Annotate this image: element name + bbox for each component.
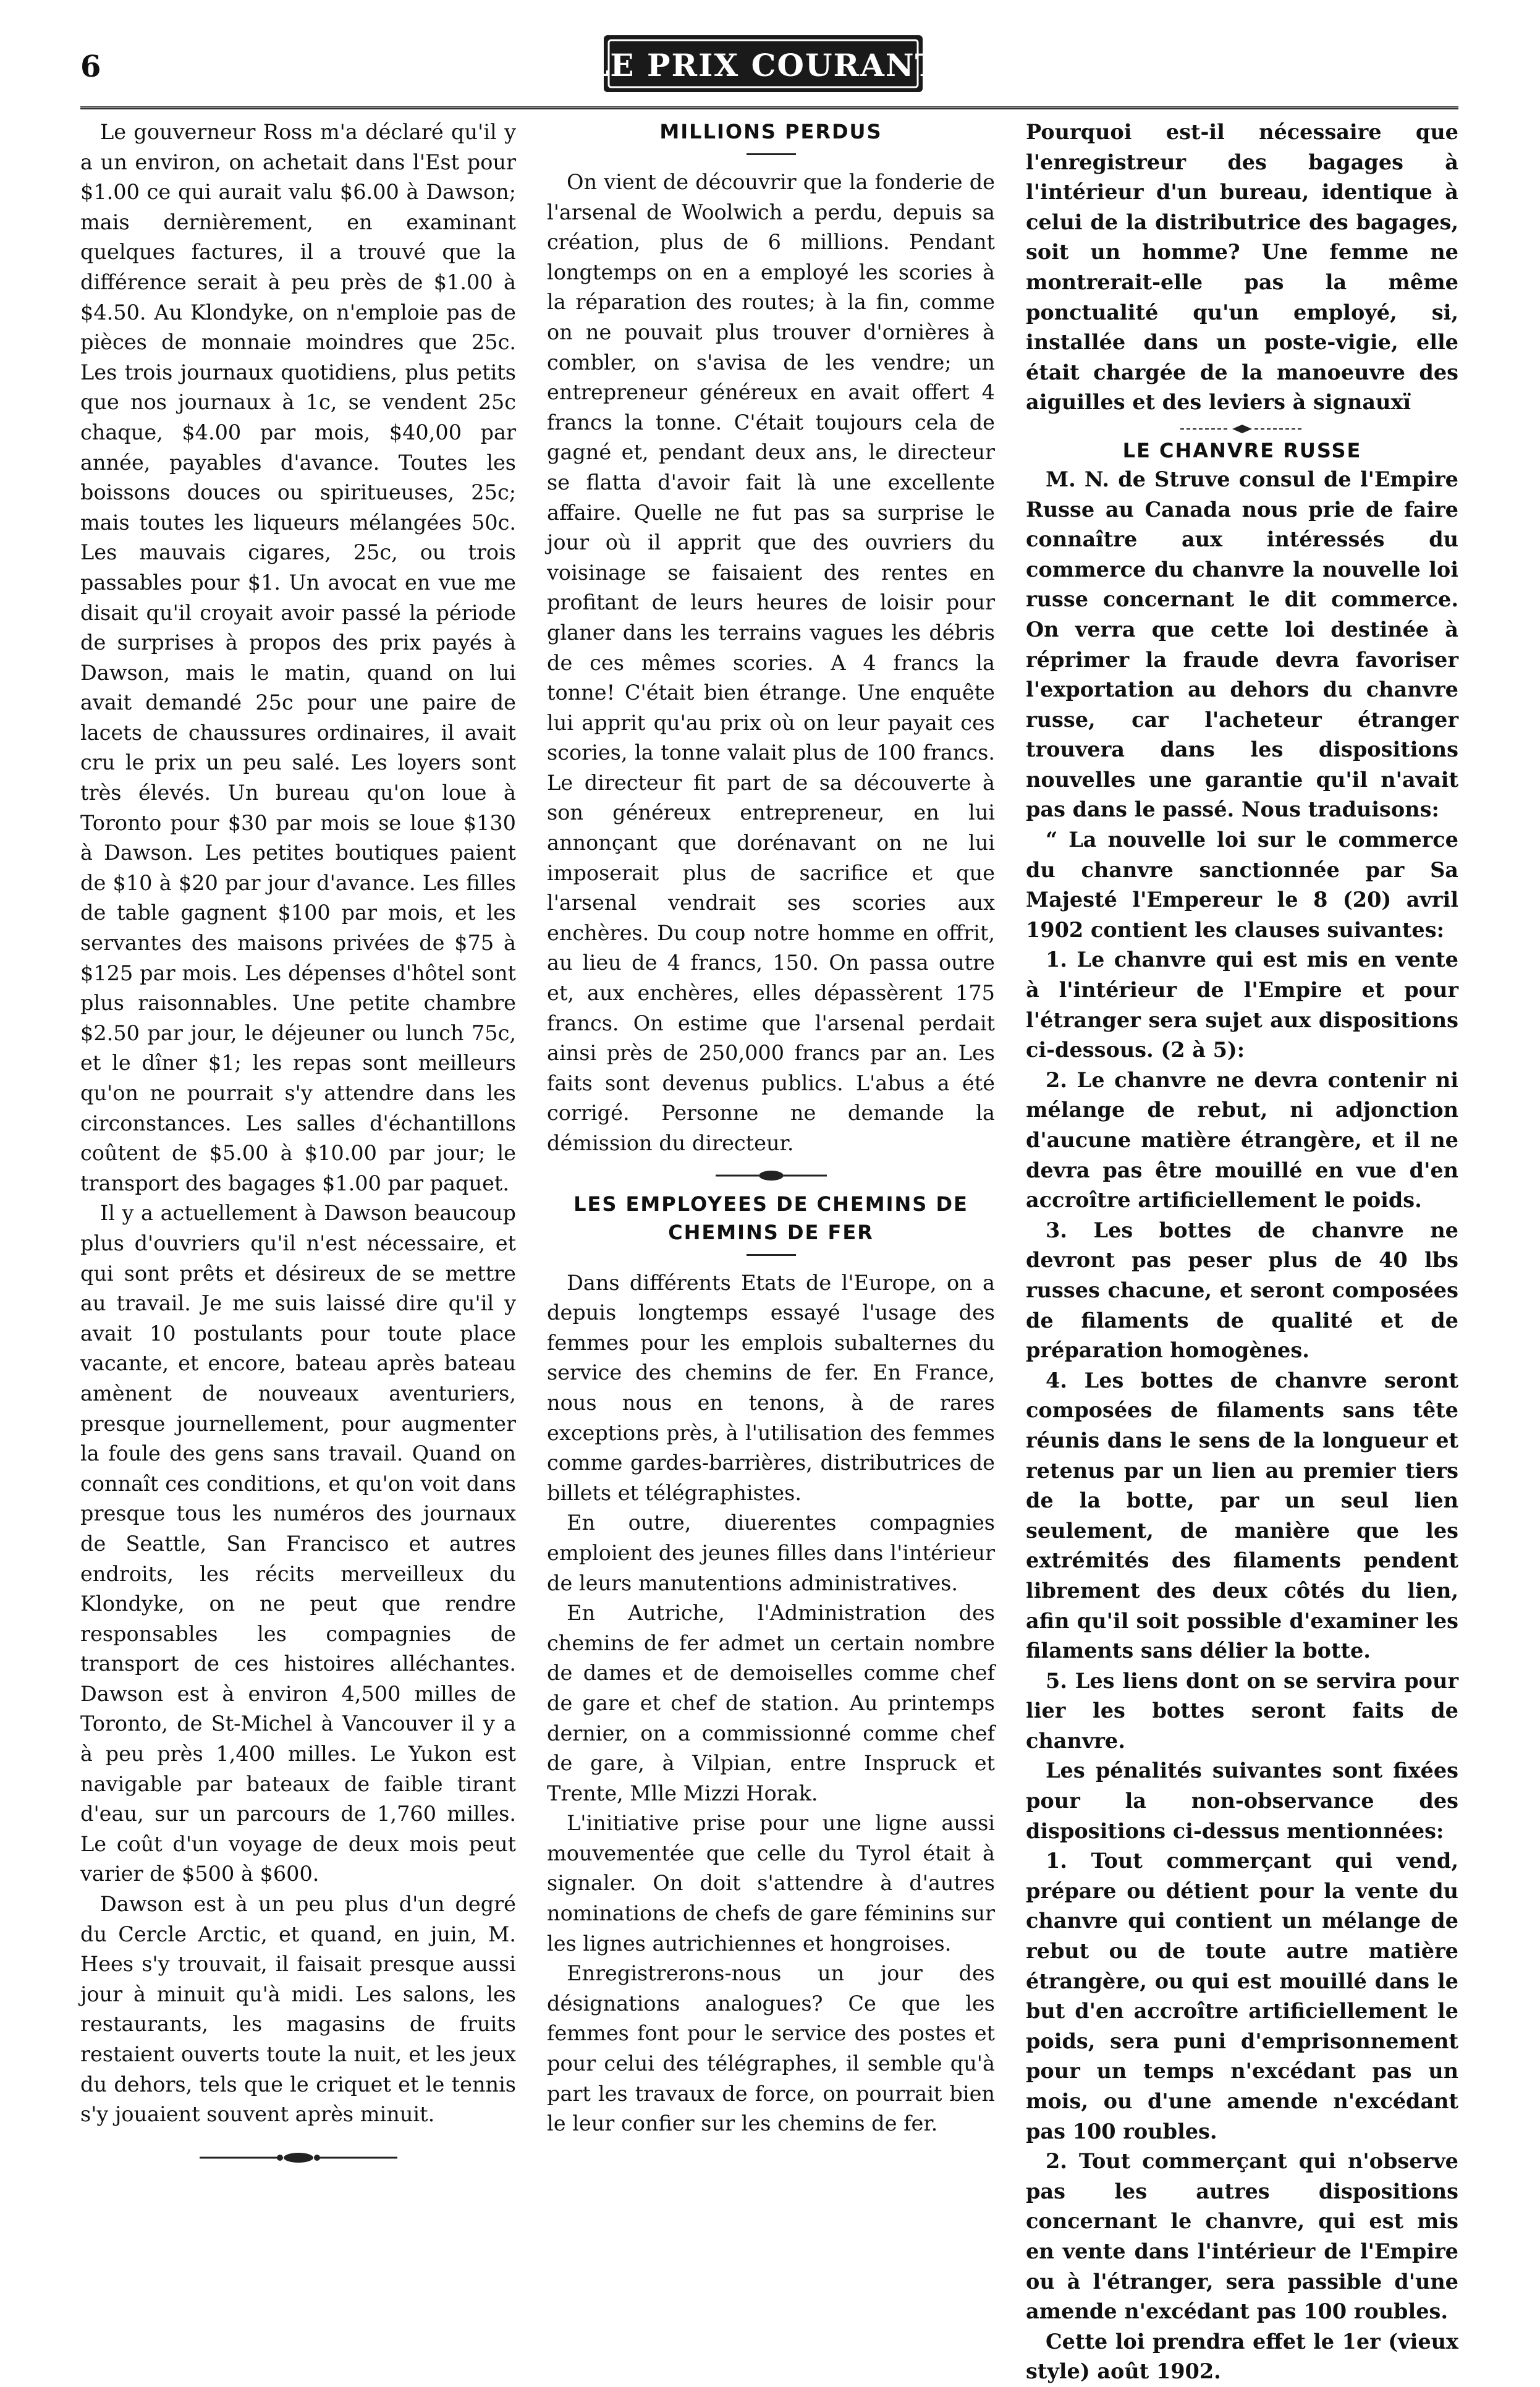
column-1 <box>80 117 516 2167</box>
ornament-divider <box>187 2148 410 2167</box>
page-number: 6 <box>80 49 101 84</box>
column-3 <box>1026 117 1458 2387</box>
col3-clause-1: 1. Le chanvre qui est mis en vente à l'intérieur de l'Empire et pour l'étranger sera sujet aux dispositions ci-dessous. (2 à 5): <box>1026 948 1458 1062</box>
masthead-logo <box>587 28 939 99</box>
short-rule <box>747 1254 796 1256</box>
heading-employees-chemins-de-fer: LES EMPLOYEES DE CHEMINS DE CHEMINS DE FER <box>573 1192 968 1244</box>
col2-paragraph-6: Enregistrerons-nous un jour des désignations analogues? Ce que les femmes font pour le service des postes et pour celui des télégraphes, il semble qu'à part les travaux de force, on pourrait bien le leur confier sur les chemins de fer. <box>547 1961 995 2136</box>
header-rule <box>80 106 1458 109</box>
col3-closing: Cette loi prendra effet le 1er (vieux style) août 1902. <box>1026 2329 1458 2384</box>
ornament-divider <box>709 1166 833 1185</box>
col3-clause-4: 4. Les bottes de chanvre seront composées de filaments sans tête réunis dans le sens de la longueur et retenus par un lien au premier tiers de la botte, par un seul lien seulement, de manière que les extrémités des filaments pendent librement des deux côtés du lien, afin qu'il soit possible d'examiner les filaments sans délier la botte. <box>1026 1368 1458 1663</box>
col2-paragraph-5: L'initiative prise pour une ligne aussi mouvementée que celle du Tyrol était à signaler. On doit s'attendre à d'autres nominations de chefs de gare féminins sur les lignes autrichiennes et hongroises. <box>547 1811 995 1956</box>
col3-penalties-intro: Les pénalités suivantes sont fixées pour la non-observance des dispositions ci-dessus mentionnées: <box>1026 1758 1458 1843</box>
col3-clause-3: 3. Les bottes de chanvre ne devront pas peser plus de 40 lbs russes chacune, et seront composées de filaments de qualité et de préparation homogènes. <box>1026 1218 1458 1363</box>
col3-paragraph-3: “ La nouvelle loi sur le commerce du chanvre sanctionnée par Sa Majesté l'Empereur le 8 (20) avril 1902 contient les clauses suivantes: <box>1026 828 1458 942</box>
col1-paragraph-1: Le gouverneur Ross m'a déclaré qu'il y a un environ, on achetait dans l'Est pour $1.00 ce qui aurait valu $6.00 à Dawson; mais dernièrement, en examinant quelques factures, il a trouvé que la différence serait à peu près de $1.00 à $4.50. Au Klondyke, on n'emploie pas de pièces de monnaie moindres que 25c. Les trois journaux quotidiens, plus petits que nos journaux à 1c, se vendent 25c chaque, $4.00 par mois, $40,00 par année, payables d'avance. Toutes les boissons douces ou spiritueuses, 25c; mais toutes les liqueurs mélangées 50c. Les mauvais cigares, 25c, ou trois passables pour $1. Un avocat en vue me disait qu'il croyait avoir passé la période de surprises à propos des prix payés à Dawson, mais le matin, quand on lui avait demandé 25c pour une paire de lacets de chaussures ordinaires, il avait cru le prix un peu salé. Les loyers sont très élevés. Un bureau qu'on loue à Toronto pour $30 par mois se loue $130 à Dawson. Les petites boutiques paient de $10 à $20 par jour d'avance. Les filles de table gagnent $100 par mois, et les servantes des maisons privées de $75 à $125 par mois. Les dépenses d'hôtel sont plus raisonnables. Une petite chambre $2.50 par jour, le déjeuner ou lunch 75c, et le dîner $1; les repas sont meilleurs qu'on ne pourrait s'y attendre dans les circonstances. Les salles d'échantillons coûtent de $5.00 à $10.00 par jour; le transport des bagages $1.00 par paquet. <box>80 120 516 1195</box>
ornament-divider <box>1174 422 1310 436</box>
col1-paragraph-3: Dawson est à un peu plus d'un degré du Cercle Arctic, et quand, en juin, M. Hees s'y trouvait, il faisait presque aussi jour à minuit qu'à midi. Les salons, les restaurants, les magasins de fruits restaient ouverts toute la nuit, et les jeux du dehors, tels que le criquet et le tennis s'y jouaient souvent après minuit. <box>80 1892 516 2127</box>
heading-millions-perdus: MILLIONS PERDUS <box>659 120 882 143</box>
col3-paragraph-1: Pourquoi est-il nécessaire que l'enregistreur des bagages à l'intérieur d'un bureau, identique à celui de la distributrice des bagages, soit un homme? Une femme ne montrerait-elle pas la même ponctualité qu'un employé, si, installée dans un poste-vigie, elle était chargée de la manoeuvre des aiguilles et des leviers à signauxï <box>1026 120 1458 415</box>
col1-paragraph-2: Il y a actuellement à Dawson beaucoup plus d'ouvriers qu'il n'est nécessaire, et qui sont prêts et désireux de se mettre au travail. Je me suis laissé dire qu'il y avait 10 postulants pour toute place vacante, et encore, bateau après bateau amènent de nouveaux aventuriers, presque journellement, pour augmenter la foule des gens sans travail. Quand on connaît ces conditions, et qu'on voit dans presque tous les numéros des journaux de Seattle, San Francisco et autres endroits, les récits merveilleux du Klondyke, on ne peut que rendre responsables les compagnies de transport de ces histoires alléchantes. Dawson est à environ 4,500 milles de Toronto, de St-Michel à Vancouver il y a à peu près 1,400 milles. Le Yukon est navigable par bateaux de faible tirant d'eau, sur un parcours de 1,760 milles. Le coût d'un voyage de deux mois peut varier de $500 à $600. <box>80 1201 516 1886</box>
col3-clause-2: 2. Le chanvre ne devra contenir ni mélange de rebut, ni adjonction d'aucune matière étrangère, et il ne devra pas être mouillé en vue d'en accroître artificiellement le poids. <box>1026 1067 1458 1213</box>
col2-paragraph-3: En outre, diuerentes compagnies emploient des jeunes filles dans l'intérieur de leurs manutentions administratives. <box>547 1511 995 1595</box>
column-2 <box>547 117 995 2139</box>
col3-clause-5: 5. Les liens dont on se servira pour lier les bottes seront faits de chanvre. <box>1026 1668 1458 1753</box>
col3-paragraph-2: M. N. de Struve consul de l'Empire Russe au Canada nous prie de faire connaître aux intéressés du commerce du chanvre la nouvelle loi russe concernant le dit commerce. On verra que cette loi destinée à réprimer la fraude devra favoriser l'exportation au dehors du chanvre russe, car l'acheteur étranger trouvera dans les dispositions nouvelles une garantie qu'il n'avait pas dans le passé. Nous traduisons: <box>1026 467 1458 822</box>
col3-penalty-2: 2. Tout commerçant qui n'observe pas les autres dispositions concernant le chanvre, qui est mis en vente dans l'intérieur de l'Empire ou à l'étranger, sera passible d'une amende n'excédant pas 100 roubles. <box>1026 2149 1458 2324</box>
col2-paragraph-1: On vient de découvrir que la fonderie de l'arsenal de Woolwich a perdu, depuis sa création, plus de 6 millions. Pendant longtemps on en a employé les scories à la réparation des routes; à la fin, comme on ne pouvait plus trouver d'ornières à combler, on s'avisa de les vendre; un entrepreneur généreux en avait offert 4 francs la tonne. C'était toujours cela de gagné et, pendant deux ans, le directeur se flatta d'avoir fait là une excellente affaire. Quelle ne fut pas sa surprise le jour où il apprit que des ouvriers du voisinage se faisaient des rentes en profitant de leurs heures de loisir pour glaner dans les terrains vagues les débris de ces mêmes scories. A 4 francs la tonne! C'était bien étrange. Une enquête lui apprit qu'au prix où on leur payait ces scories, la tonne valait plus de 100 francs. Le directeur fit part de sa découverte à son généreux entrepreneur, en lui annonçant que dorénavant on ne lui imposerait plus de sacrifice et que l'arsenal vendrait ses scories aux enchères. Du coup notre homme en offrit, au lieu de 4 francs, 150. On passa outre et, aux enchères, elles dépassèrent 175 francs. On estime que l'arsenal perdait ainsi près de 250,000 francs par an. Les faits sont devenus publics. L'abus a été corrigé. Personne ne demande la démission du directeur. <box>547 170 995 1155</box>
heading-chanvre-russe: LE CHANVRE RUSSE <box>1122 438 1362 462</box>
col3-penalty-1: 1. Tout commerçant qui vend, prépare ou détient pour la vente du chanvre qui contient un mélange de rebut ou de toute autre matière étrangère, ou qui est mouillé dans le but d'en accroître artificiellement le poids, sera puni d'emprisonnement pour un temps n'excédant pas un mois, ou d'une amende n'excédant pas 100 roubles. <box>1026 1849 1458 2143</box>
col2-paragraph-4: En Autriche, l'Administration des chemins de fer admet un certain nombre de dames et de demoiselles comme chef de gare et chef de station. Au printemps dernier, on a commissionné comme chef de gare, à Vilpian, entre Inspruck et Trente, Mlle Mizzi Horak. <box>547 1601 995 1805</box>
col2-paragraph-2: Dans différents Etats de l'Europe, on a depuis longtemps essayé l'usage des femmes pour les emplois subalternes du service des chemins de fer. En France, nous nous en tenons, à de rares exceptions près, à l'utilisation des femmes comme gardes-barrières, distributrices de billets et télégraphistes. <box>547 1270 995 1505</box>
masthead-title: LE PRIX COURANT <box>587 47 939 83</box>
short-rule <box>747 153 796 155</box>
